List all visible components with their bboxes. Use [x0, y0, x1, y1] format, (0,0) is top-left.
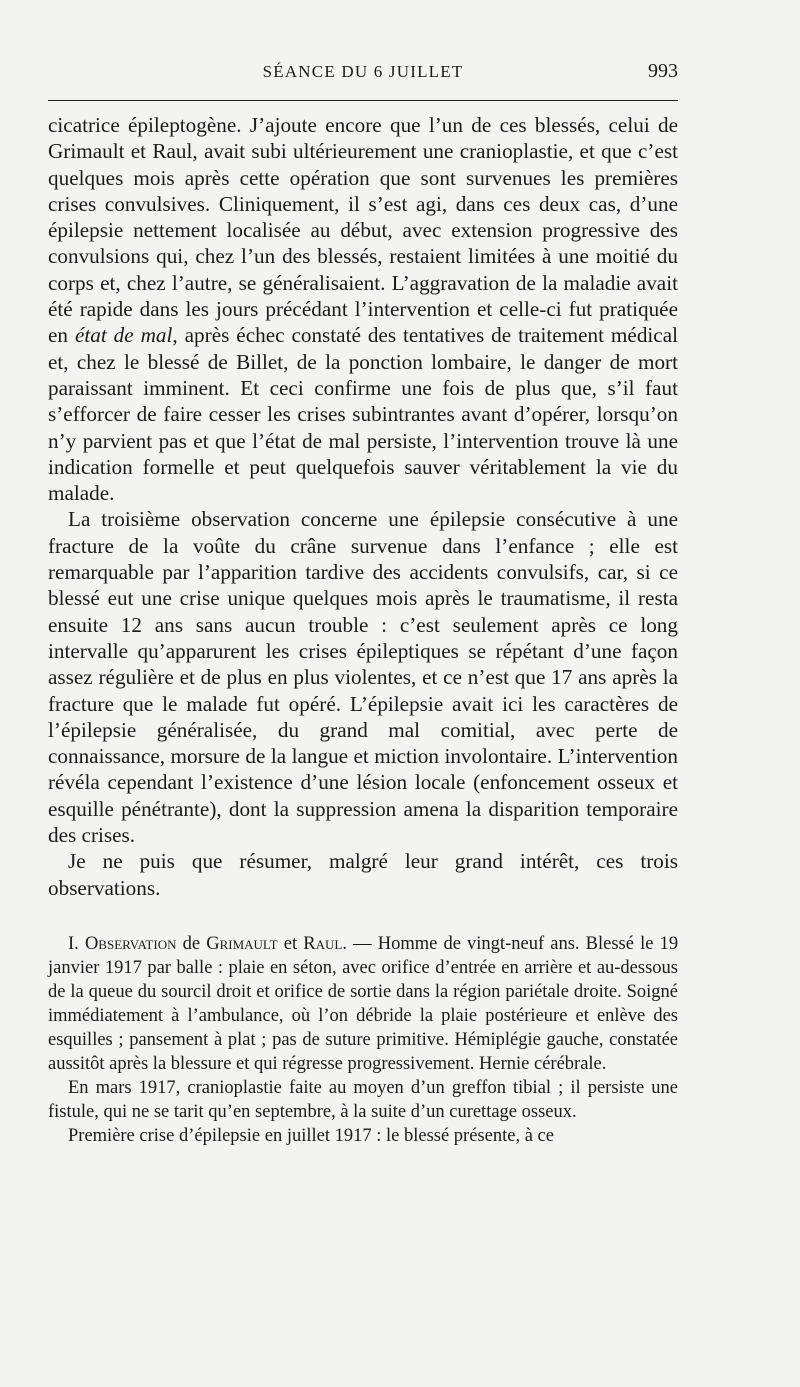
paragraph-1 [48, 112, 678, 506]
observation-author-2: Raul. [303, 933, 347, 954]
observation-de: de [182, 933, 201, 954]
main-text [48, 112, 678, 901]
body-text [48, 112, 678, 1148]
running-title: SÉANCE DU 6 JUILLET [262, 62, 464, 81]
paragraph-1-end: , après échec constaté des tentatives de traitement médical et, chez le blessé de Billet, de la ponction lombaire, le danger de mort paraissant imminent. Et ceci confirme une fois de plus que, s’il faut s’efforcer de faire cesser les crises subintrantes avant d’opérer, lorsqu’on n’y parvient pas et que l’état de mal persiste, l’intervention trouve là une indication formelle et peut quelquefois sauver véritablement la vie du malade. [48, 323, 678, 506]
page-number: 993 [648, 60, 678, 82]
observation-paragraph-3: Première crise d’épilepsie en juillet 1917 : le blessé présente, à ce [68, 1125, 554, 1146]
observation-text: — Homme de vingt-neuf ans. Blessé le 19 janvier 1917 par balle : plaie en séton, avec orifice d’entrée en arrière et au-dessous de la queue du sourcil droit et orifice de sortie dans la région pariétale droite. Soigné immédiatement à l’ambulance, où l’on débride la plaie postérieure et enlève des esquilles ; pansement à plat ; pas de suture primitive. Hémiplégie gauche, constatée aussitôt après la blessure et qui régresse progressivement. Hernie cérébrale. [48, 933, 679, 1074]
observation-notes [48, 932, 678, 1148]
paragraph-2: La troisième observation concerne une épilepsie consécutive à une fracture de la voûte du crâne survenue dans l’enfance ; elle est remarquable par l’apparition tardive des accidents convulsifs, car, si ce blessé eut une crise unique quelques mois après le traumatisme, il resta ensuite 12 ans sans aucun trouble : c’est seulement après ce long intervalle qu’apparurent les crises épileptiques se répétant d’une façon assez régulière et de plus en plus violentes, et ce n’est que 17 ans après la fracture que le malade fut opéré. L’épilepsie avait ici les caractères de l’épilepsie généralisée, du grand mal comitial, avec perte de connaissance, morsure de la langue et miction involontaire. L’intervention révéla cependant l’existence d’une lésion locale (enfoncement osseux et esquille pénétrante), dont la suppression amena la disparition temporaire des crises. [48, 507, 678, 848]
observation-number: I. [68, 933, 79, 954]
paragraph-1-start: cicatrice épileptogène. J’ajoute encore que l’un de ces blessés, celui de Grimault et Raul, avait subi ultérieurement une cranioplastie, et que c’est quelques mois après cette opération que sont survenues les premières crises convulsives. Cliniquement, il s’est agi, dans ces deux cas, d’une épilepsie nettement localisée au début, avec extension progressive des convulsions qui, chez l’un des blessés, restaient limitées à une moitié du corps et, chez l’autre, se généralisaient. L’aggravation de la maladie avait été rapide dans les jours précédant l’intervention et celle-ci fut pratiquée en [48, 113, 678, 348]
observation-et: et [283, 933, 298, 954]
observation-paragraph-2: En mars 1917, cranioplastie faite au moyen d’un greffon tibial ; il persiste une fistule, qui ne se tarit qu’en septembre, à la suite d’un curettage osseux. [48, 1077, 678, 1122]
header-rule [48, 100, 678, 101]
observation-paragraph-1 [48, 932, 678, 1076]
observation-label: Observation [84, 933, 177, 954]
running-header [48, 60, 678, 86]
observation-author-1: Grimault [206, 933, 278, 954]
page [48, 0, 678, 1387]
paragraph-3: Je ne puis que résumer, malgré leur grand intérêt, ces trois observations. [48, 849, 678, 900]
paragraph-1-italic: état de mal [74, 323, 173, 348]
